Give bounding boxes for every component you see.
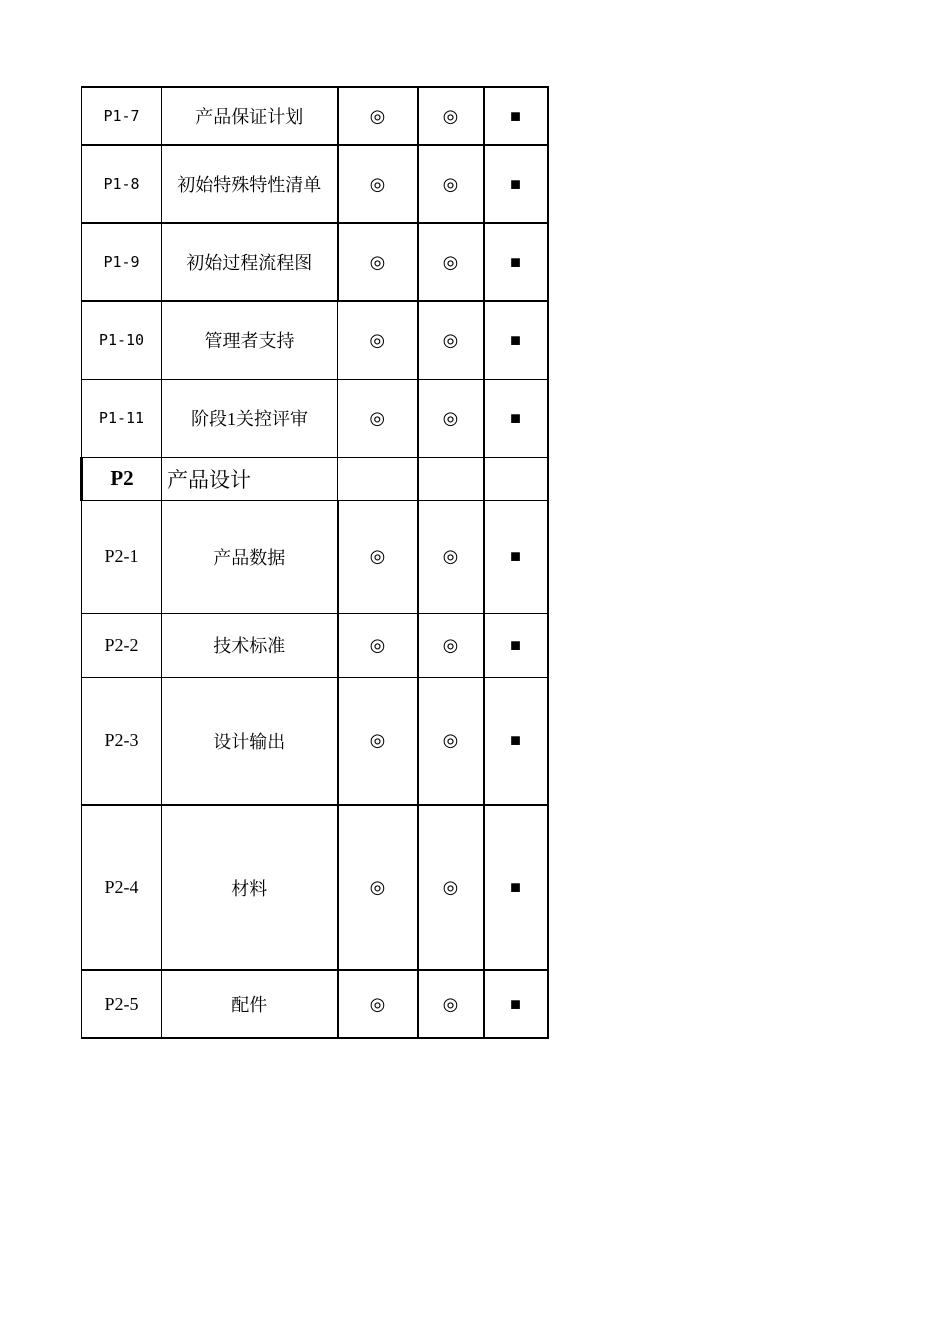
row-name: 产品数据: [162, 500, 338, 613]
row-code: P1-8: [82, 145, 162, 223]
row-code: P2-2: [82, 613, 162, 677]
double-circle-mark: ◎: [418, 677, 484, 805]
table-row: [82, 805, 548, 970]
row-code: P1-11: [82, 379, 162, 457]
row-name: 阶段1关控评审: [162, 379, 338, 457]
filled-square-mark: ■: [484, 677, 548, 805]
row-code: P1-9: [82, 223, 162, 301]
double-circle-mark: ◎: [338, 970, 418, 1038]
double-circle-mark: ◎: [338, 223, 418, 301]
double-circle-mark: ◎: [338, 87, 418, 145]
filled-square-mark: ■: [484, 805, 548, 970]
table-row: [82, 145, 548, 223]
double-circle-mark: ◎: [418, 379, 484, 457]
row-name: 设计输出: [162, 677, 338, 805]
row-name: 初始过程流程图: [162, 223, 338, 301]
double-circle-mark: ◎: [338, 805, 418, 970]
double-circle-mark: ◎: [418, 145, 484, 223]
row-code: P1-7: [82, 87, 162, 145]
filled-square-mark: ■: [484, 500, 548, 613]
empty-cell: [418, 457, 484, 500]
empty-cell: [338, 457, 418, 500]
table-row: [82, 223, 548, 301]
section-code: P2: [82, 457, 162, 500]
row-code: P2-5: [82, 970, 162, 1038]
double-circle-mark: ◎: [338, 677, 418, 805]
double-circle-mark: ◎: [418, 805, 484, 970]
table-row: [82, 379, 548, 457]
double-circle-mark: ◎: [418, 87, 484, 145]
table-row: [82, 970, 548, 1038]
filled-square-mark: ■: [484, 145, 548, 223]
row-code: P2-3: [82, 677, 162, 805]
row-code: P1-10: [82, 301, 162, 379]
process-matrix-table: [80, 86, 549, 1039]
double-circle-mark: ◎: [418, 301, 484, 379]
row-name: 管理者支持: [162, 301, 338, 379]
double-circle-mark: ◎: [418, 500, 484, 613]
filled-square-mark: ■: [484, 87, 548, 145]
filled-square-mark: ■: [484, 301, 548, 379]
table-row: [82, 301, 548, 379]
filled-square-mark: ■: [484, 379, 548, 457]
filled-square-mark: ■: [484, 613, 548, 677]
row-name: 材料: [162, 805, 338, 970]
double-circle-mark: ◎: [418, 970, 484, 1038]
row-name: 产品保证计划: [162, 87, 338, 145]
table-row: [82, 677, 548, 805]
double-circle-mark: ◎: [338, 500, 418, 613]
row-name: 技术标准: [162, 613, 338, 677]
filled-square-mark: ■: [484, 223, 548, 301]
double-circle-mark: ◎: [418, 223, 484, 301]
table-row: [82, 500, 548, 613]
double-circle-mark: ◎: [338, 145, 418, 223]
table-row: [82, 613, 548, 677]
row-name: 初始特殊特性清单: [162, 145, 338, 223]
empty-cell: [484, 457, 548, 500]
row-code: P2-4: [82, 805, 162, 970]
row-code: P2-1: [82, 500, 162, 613]
double-circle-mark: ◎: [338, 379, 418, 457]
table-row: [82, 87, 548, 145]
double-circle-mark: ◎: [338, 613, 418, 677]
filled-square-mark: ■: [484, 970, 548, 1038]
section-title: 产品设计: [162, 457, 338, 500]
section-header-row: [82, 457, 548, 500]
double-circle-mark: ◎: [418, 613, 484, 677]
double-circle-mark: ◎: [338, 301, 418, 379]
row-name: 配件: [162, 970, 338, 1038]
